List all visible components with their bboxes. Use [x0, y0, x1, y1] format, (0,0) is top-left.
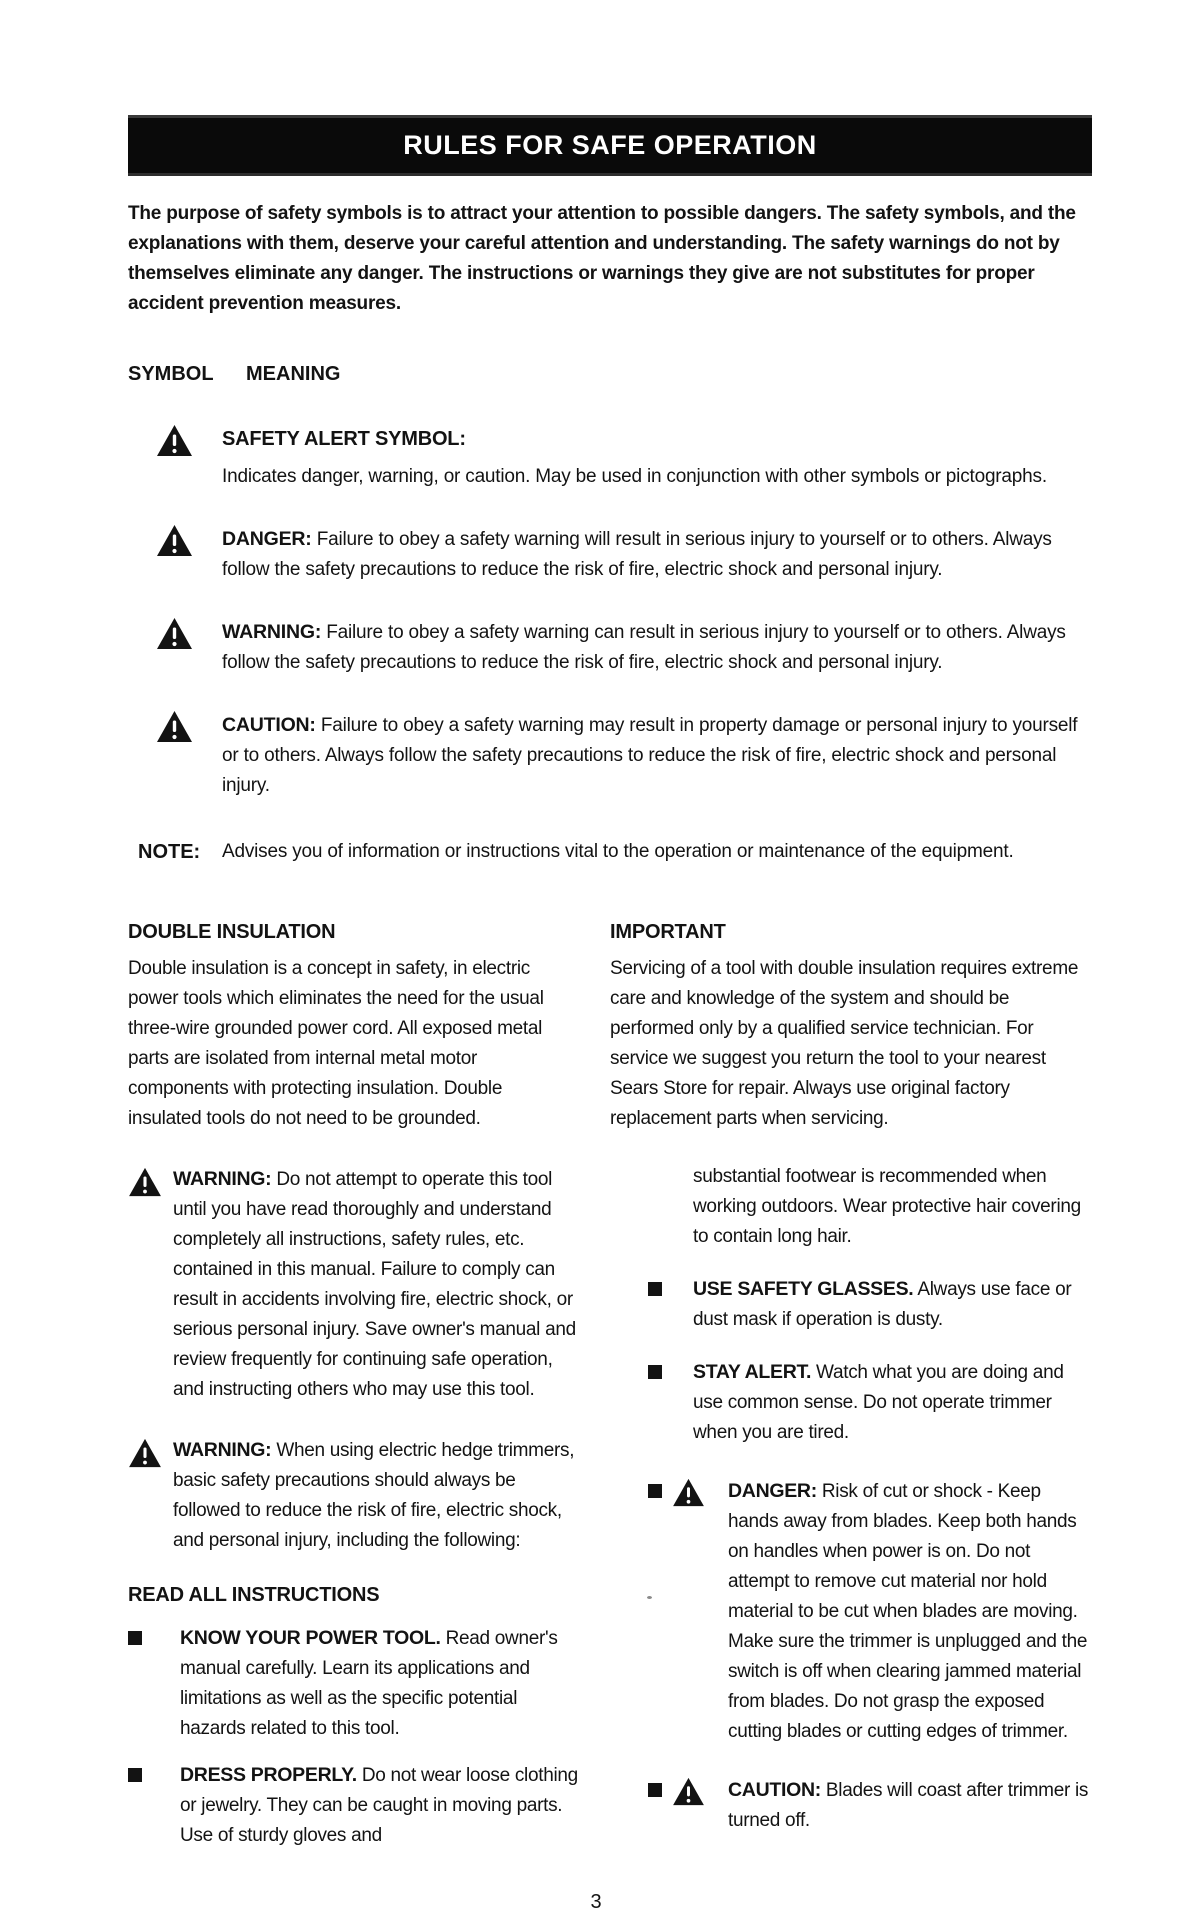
- warning-triangle-icon: [156, 424, 193, 457]
- two-column-section: [128, 921, 1092, 1851]
- item-text: Do not wear loose clothing or jewelry. They can be caught in moving parts. Use of sturdy gloves and: [180, 1765, 578, 1846]
- warning2-text: When using electric hedge trimmers, basic safety precautions should always be followed to reduce the risk of fire, electric shock, and personal injury, including the following:: [173, 1440, 575, 1551]
- warning-triangle-icon: [156, 524, 193, 557]
- warning-label: WARNING:: [222, 621, 322, 643]
- warning-triangle-icon: [672, 1478, 705, 1507]
- list-item-stay-alert: [610, 1357, 1092, 1448]
- warning-paragraph-1: [128, 1164, 580, 1405]
- item-label: STAY ALERT.: [693, 1361, 812, 1383]
- note-text: Advises you of information or instructions vital to the operation or maintenance of the equipment.: [222, 841, 1014, 862]
- important-text: Servicing of a tool with double insulation requires extreme care and knowledge of the system and should be performed only by a qualified service technician. For service we suggest you return the tool to your nearest Sears Store for repair. Always use original factory replacement parts when servicing.: [610, 958, 1079, 1129]
- item-label: KNOW YOUR POWER TOOL.: [180, 1627, 441, 1649]
- danger-label: DANGER:: [222, 528, 312, 550]
- warning2-label: WARNING:: [173, 1439, 272, 1461]
- bullet-square-icon: [648, 1282, 662, 1296]
- warning-text: Failure to obey a safety warning can result in serious injury to yourself or to others. Always follow the safety precautions to reduce the risk of fire, electric shock and personal injury.: [222, 622, 1066, 673]
- danger-text: Failure to obey a safety warning will result in serious injury to yourself or to others. Always follow the safety precautions to reduce the risk of fire, electric shock and personal injury.: [222, 529, 1052, 580]
- warning1-text: Do not attempt to operate this tool until you have read thoroughly and understand completely all instructions, safety rules, etc. contained in this manual. Failure to comply can result in accidents involving fire, electric shock, or serious personal injury. Save owner's manual and review frequently for continuing safe operation, and instructing others who may use this tool.: [173, 1169, 576, 1400]
- bullet-square-icon: [648, 1365, 662, 1379]
- item-label: DRESS PROPERLY.: [180, 1764, 357, 1786]
- double-insulation-heading: DOUBLE INSULATION: [128, 921, 336, 943]
- caution-item-label: CAUTION:: [728, 1779, 821, 1801]
- symbol-column-header: SYMBOL: [128, 363, 214, 385]
- right-column: [610, 921, 1092, 1851]
- symbol-row-caution: [128, 710, 1092, 801]
- list-item-use-safety-glasses: [610, 1274, 1092, 1335]
- double-insulation-text: Double insulation is a concept in safety, in electric power tools which eliminates the need for the usual three-wire grounded power cord. All exposed metal parts are isolated from internal metal motor components with protecting insulation. Double insulated tools do not need to be grounded.: [128, 958, 544, 1129]
- caution-text: Failure to obey a safety warning may result in property damage or personal injury to yourself or to others. Always follow the safety precautions to reduce the risk of fire, electric shock and personal injury.: [222, 715, 1078, 796]
- page-number: 3: [590, 1891, 602, 1913]
- safety-alert-heading: SAFETY ALERT SYMBOL:: [222, 428, 466, 450]
- note-row: [128, 837, 1092, 867]
- caution-item-text: Blades will coast after trimmer is turned off.: [728, 1780, 1089, 1831]
- list-item-danger: [610, 1476, 1092, 1747]
- continuation-text: substantial footwear is recommended when working outdoors. Wear protective hair covering to contain long hair.: [693, 1166, 1081, 1247]
- list-item-know-your-power-tool: [128, 1623, 580, 1744]
- danger-item-text: Risk of cut or shock - Keep hands away from blades. Keep both hands on handles when power is on. Do not attempt to remove cut material nor hold material to be cut when blades are moving. Make sure the trimmer is unplugged and the switch is off when clearing jammed material from blades. Do not grasp the exposed cutting blades or cutting edges of trimmer.: [728, 1481, 1088, 1742]
- page-title: RULES FOR SAFE OPERATION: [403, 130, 817, 160]
- read-all-instructions-heading: READ ALL INSTRUCTIONS: [128, 1584, 380, 1606]
- meaning-column-header: MEANING: [246, 363, 341, 385]
- symbol-row-danger: [128, 524, 1092, 585]
- note-label: NOTE:: [138, 841, 201, 863]
- bullet-square-icon: [648, 1484, 662, 1498]
- warning-triangle-icon: [156, 710, 193, 743]
- section-title-bar: [128, 118, 1092, 173]
- intro-paragraph: The purpose of safety symbols is to attract your attention to possible dangers. The safety symbols, and the explanations with them, deserve your careful attention and understanding. The safety warnings do not by themselves eliminate any danger. The instructions or warnings they give are not substitutes for proper accident prevention measures.: [128, 203, 1076, 314]
- bullet-square-icon: [128, 1631, 142, 1645]
- warning-triangle-icon: [672, 1777, 705, 1806]
- list-item-caution: [610, 1775, 1092, 1836]
- warning-triangle-icon: [156, 617, 193, 650]
- symbol-row-safety-alert: [128, 424, 1092, 492]
- item-text: Read owner's manual carefully. Learn its applications and limitations as well as the specific potential hazards related to this tool.: [180, 1628, 558, 1739]
- bullet-square-icon: [128, 1768, 142, 1782]
- manual-page: [0, 118, 1192, 1851]
- bullet-square-icon: [648, 1783, 662, 1797]
- warning1-label: WARNING:: [173, 1168, 272, 1190]
- left-column: [128, 921, 580, 1851]
- list-item-dress-properly: [128, 1760, 580, 1851]
- danger-item-label: DANGER:: [728, 1480, 817, 1502]
- caution-label: CAUTION:: [222, 714, 316, 736]
- symbol-table-header: [128, 363, 1092, 386]
- warning-triangle-icon: [128, 1438, 162, 1468]
- item-text: Watch what you are doing and use common sense. Do not operate trimmer when you are tired.: [693, 1362, 1064, 1443]
- warning-paragraph-2: [128, 1435, 580, 1556]
- warning-triangle-icon: [128, 1167, 162, 1197]
- symbol-row-warning: [128, 617, 1092, 678]
- safety-alert-text: Indicates danger, warning, or caution. May be used in conjunction with other symbols or pictographs.: [222, 466, 1047, 487]
- item-label: USE SAFETY GLASSES.: [693, 1278, 914, 1300]
- item-text: Always use face or dust mask if operation is dusty.: [693, 1279, 1072, 1330]
- important-heading: IMPORTANT: [610, 921, 726, 943]
